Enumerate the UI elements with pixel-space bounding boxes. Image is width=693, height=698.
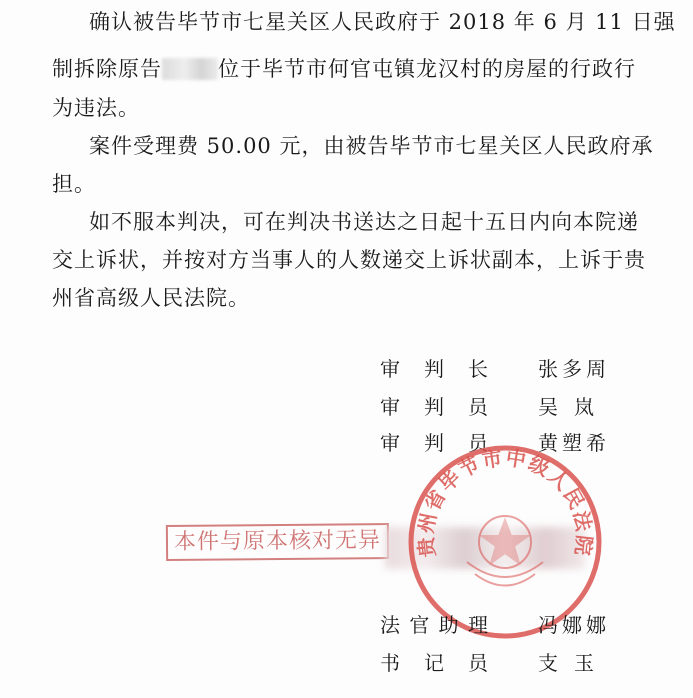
judge2-name: 黄塑希 [538, 431, 610, 455]
para3-line3: 州省高级人民法院。 [52, 286, 250, 310]
para3-line1: 如不服本判决，可在判决书送达之日起十五日内向本院递 [89, 210, 639, 234]
presiding-judge-title: 审 判 长 [380, 357, 488, 381]
para1-line2-prefix: 制拆除原告 [52, 57, 162, 81]
judge1-title: 审 判 员 [380, 395, 488, 419]
clerk-title: 书 记 员 [380, 651, 488, 675]
presiding-judge-name: 张多周 [538, 357, 610, 381]
presiding-judge-row [380, 356, 660, 382]
para2-line1: 案件受理费 50.00 元，由被告毕节市七星关区人民政府承 [89, 134, 654, 158]
assistant-title: 法 官 助 理 [380, 613, 488, 637]
redacted-date [385, 527, 585, 569]
copy-verification-stamp: 本件与原本核对无异 [166, 523, 389, 561]
para2-line2: 担。 [52, 172, 96, 196]
assistant-row [380, 612, 660, 638]
redacted-name [162, 58, 218, 80]
judge2-title: 审 判 员 [380, 431, 488, 455]
judge1-row [380, 394, 660, 420]
clerk-name: 支玉 [538, 651, 610, 675]
clerk-row [380, 650, 660, 676]
svg-text:贵州省毕节市中级人民法院: 贵州省毕节市中级人民法院 [413, 445, 597, 559]
para3-line2: 交上诉状，并按对方当事人的人数递交上诉状副本，上诉于贵 [52, 248, 646, 272]
judge1-name: 吴岚 [538, 395, 610, 419]
para1-line2-suffix: 位于毕节市何官屯镇龙汉村的房屋的行政行 [218, 57, 636, 81]
judge2-row [380, 430, 660, 456]
para1-line1: 确认被告毕节市七星关区人民政府于 2018 年 6 月 11 日强 [89, 10, 676, 34]
assistant-name: 冯娜娜 [538, 613, 610, 637]
para1-line3: 为违法。 [52, 96, 140, 120]
para1-line2 [52, 57, 636, 81]
